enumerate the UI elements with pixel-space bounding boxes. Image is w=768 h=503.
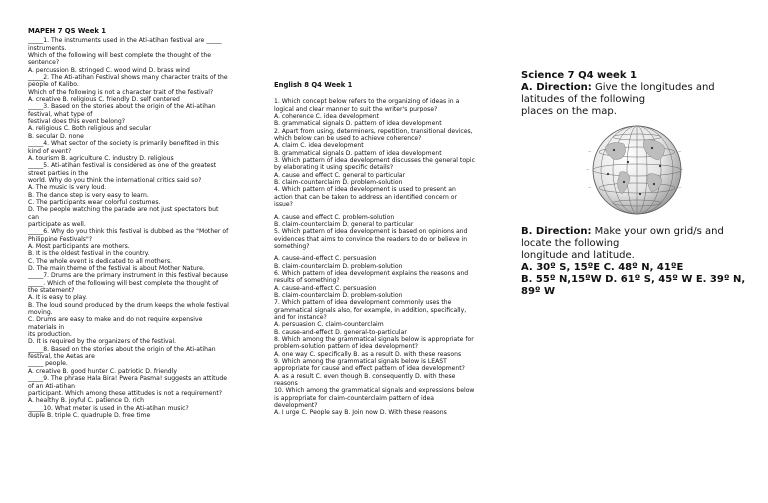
svg-text:—: — [588, 185, 592, 189]
mapeh-line: duple B. triple C. quadruple D. free time [28, 411, 151, 419]
coordinates-line-2: B. 55º N,15ºW D. 61º S, 45º W E. 39º N, [521, 274, 746, 285]
mapeh-line: B. The loud sound produced by the drum keeps the whole festival [28, 301, 229, 309]
english-line: B. claim-counterclaim D. problem-solution [274, 262, 403, 270]
mapeh-line: _____10. What meter is used in the Ati-atihan music? [28, 404, 189, 412]
english-line: 9. Which among the grammatical signals below is LEAST [274, 358, 447, 366]
coordinates-line-1: A. 30º S, 15ºE C. 48º N, 41ºE [521, 262, 684, 273]
english-line: 1. Which concept below refers to the organizing of ideas in a [274, 98, 460, 106]
mapeh-line: _____3. Based on the stories about the origin of the Ati-atihan [28, 103, 216, 111]
english-line: action that can be taken to address an identified concern or [274, 193, 458, 201]
svg-text:—: — [678, 185, 682, 189]
mapeh-line: Which of the following will best complete the thought of the [28, 52, 211, 60]
english-line: 2. Apart from using, determiners, repetition, transitional devices, [274, 127, 473, 135]
direction-a-text-1: Give the longitudes and [591, 82, 715, 93]
mapeh-line: _____ people. [28, 360, 68, 368]
mapeh-line: can [28, 213, 39, 221]
mapeh-line: participant. Which among these attitudes is not a requirement? [28, 389, 223, 397]
mapeh-line: A. The music is very loud. [28, 184, 107, 192]
mapeh-line: kind of event? [28, 147, 72, 155]
svg-text:—: — [678, 149, 682, 153]
mapeh-line: street parties in the [28, 169, 89, 177]
mapeh-line: C. The whole event is dedicated to all mothers. [28, 257, 173, 265]
english-line: 4. Which pattern of idea development is used to present an [274, 186, 456, 194]
mapeh-line: A. healthy B. joyful C. patience D. rich [28, 397, 144, 405]
mapeh-line: moving. [28, 309, 53, 317]
mapeh-line: Philippine Festivals"? [28, 235, 93, 243]
mapeh-questions [28, 37, 254, 419]
mapeh-line: _____. Which of the following will best complete the thought of [28, 279, 219, 287]
english-line: B. claim-counterclaim D. problem-solution [274, 179, 403, 187]
svg-text:—: — [588, 149, 592, 153]
direction-a-text-3: places on the map. [521, 106, 617, 117]
english-questions [274, 98, 500, 416]
english-line: A. cause and effect C. problem-solution [274, 213, 395, 221]
mapeh-line: C. The participants wear colorful costumes. [28, 198, 161, 206]
direction-a-line-1 [521, 82, 761, 94]
mapeh-line: C. Drums are easy to make and do not require expensive [28, 316, 203, 324]
english-line: problem-solution pattern of idea development? [274, 343, 419, 351]
english-line: and for instance? [274, 313, 327, 321]
mapeh-line: _____1. The instruments used in the Ati-atihan festival are _____ [28, 37, 222, 45]
svg-text:—: — [680, 167, 684, 171]
mapeh-line: of an Ati-atihan [28, 382, 75, 390]
mapeh-line: participate as well. [28, 220, 86, 228]
english-line: B. claim-counterclaim D. general to particular [274, 220, 414, 228]
english-line: by elaborating it using specific details? [274, 164, 394, 172]
direction-b-line-1 [521, 226, 761, 238]
english-line: grammatical signals also, for example, in addition, specifically, [274, 306, 467, 314]
english-line: A. as a result C. even though B. consequently D. with these [274, 372, 456, 380]
mapeh-line: materials in [28, 323, 65, 331]
english-line: B. cause-and-effect D. general-to-particular [274, 328, 407, 336]
mapeh-line: its production. [28, 331, 72, 339]
mapeh-line: sentence? [28, 59, 60, 67]
english-title: English 8 Q4 Week 1 [274, 81, 353, 89]
english-line: reasons [274, 380, 298, 388]
english-line: is appropriate for claim-counterclaim pattern of idea [274, 394, 435, 402]
mapeh-line: A. religious C. Both religious and secular [28, 125, 152, 133]
english-line: evidences that aims to convince the readers to do or believe in [274, 235, 468, 243]
mapeh-line: B. It is the oldest festival in the country. [28, 250, 150, 258]
english-line: 10. Which among the grammatical signals and expressions below [274, 387, 475, 395]
mapeh-line: D. It is required by the organizers of the festival. [28, 338, 177, 346]
science-title: Science 7 Q4 week 1 [521, 70, 637, 81]
mapeh-line: _____6. Why do you think this festival is dubbed as the "Mother of [28, 228, 229, 236]
mapeh-line: D. The people watching the parade are not just spectators but [28, 206, 219, 214]
english-line: A. cause-and-effect C. persuasion [274, 284, 377, 292]
english-line: 8. Which among the grammatical signals below is appropriate for [274, 336, 474, 343]
globe-grid-icon [584, 122, 690, 218]
mapeh-line: festival, the Aetas are [28, 353, 95, 361]
mapeh-line: D. The main theme of the festival is about Mother Nature. [28, 265, 205, 272]
svg-text:—: — [586, 167, 590, 171]
english-line: 5. Which pattern of idea development is based on opinions and [274, 228, 468, 236]
english-line: A. I urge C. People say B. Join now D. With these reasons [274, 409, 447, 417]
mapeh-line: A. creative B. good hunter C. patriotic D. friendly [28, 367, 177, 375]
english-line: A. persuasion C. claim-counterclaim [274, 321, 384, 329]
mapeh-line: _____4. What sector of the society is primarily benefited in this [28, 140, 219, 148]
english-line: B. grammatical signals D. pattern of idea development [274, 120, 442, 128]
mapeh-line: A. Most participants are mothers. [28, 242, 130, 250]
english-line: development? [274, 402, 318, 410]
mapeh-line: A. creative B. religious C. friendly D. self centered [28, 96, 180, 104]
mapeh-line: _____8. Based on the stories about the origin of the Ati-atihan [28, 345, 216, 353]
english-line: A. coherence C. idea development [274, 113, 379, 121]
mapeh-line: _____7. Drums are the primary instrument in this festival because [28, 272, 229, 280]
direction-b-text-1: Make your own grid/s and [591, 226, 724, 237]
coordinates-line-3: 89º W [521, 286, 556, 297]
english-line: appropriate for cause and effect pattern of idea development? [274, 365, 465, 373]
mapeh-line: A. It is easy to play. [28, 294, 88, 302]
direction-a-text-2: latitudes of the following [521, 94, 646, 105]
direction-b-text-2: locate the following [521, 238, 620, 249]
english-line: B. claim-counterclaim D. problem-solution [274, 291, 403, 299]
mapeh-line: festival, what type of [28, 110, 93, 118]
mapeh-line: instruments. [28, 44, 67, 52]
english-line: results of something? [274, 277, 340, 285]
english-line: which below can be used to achieve coherence? [274, 135, 422, 143]
mapeh-line: _____2. The Ati-atihan Festival shows many character traits of the [28, 74, 228, 82]
english-line: A. cause-and-effect C. persuasion [274, 255, 377, 263]
mapeh-line: Which of the following is not a character trait of the festival? [28, 88, 214, 96]
mapeh-line: A. tourism B. agriculture C. industry D. religious [28, 154, 174, 162]
english-line: A. cause and effect C. general to particular [274, 171, 406, 179]
mapeh-line: people of Kalibo. [28, 81, 79, 89]
direction-a-label: A. Direction: [521, 82, 592, 93]
mapeh-line: world. Why do you think the international critics said so? [28, 176, 202, 184]
mapeh-title: MAPEH 7 QS Week 1 [28, 27, 106, 35]
english-line: 3. Which pattern of idea development discusses the general topic [274, 157, 475, 165]
mapeh-line: B. secular D. none [28, 132, 84, 140]
english-line: logical and clear manner to suit the writer's purpose? [274, 105, 438, 113]
direction-b-text-3: longitude and latitude. [521, 250, 635, 261]
mapeh-line: the statement? [28, 287, 75, 295]
english-line: A. one way C. specifically B. as a result D. with these reasons [274, 350, 462, 358]
english-line: 6. Which pattern of idea development explains the reasons and [274, 269, 469, 277]
mapeh-line: A. percussion B. stringed C. wood wind D. brass wind [28, 66, 190, 74]
direction-b-label: B. Direction: [521, 226, 592, 237]
english-line: A. claim C. idea development [274, 142, 364, 150]
mapeh-line: festival does this event belong? [28, 118, 125, 126]
english-worksheet-column [274, 82, 500, 417]
mapeh-worksheet-column [28, 28, 254, 419]
mapeh-line: _____9. The phrase Hala Bira! Pwera Pasma! suggests an attitude [28, 375, 228, 383]
direction-b-section [521, 226, 761, 298]
english-line: something? [274, 242, 310, 250]
mapeh-line: B. The dance step is very easy to learn. [28, 191, 149, 199]
english-line: issue? [274, 201, 293, 209]
english-line: B. grammatical signals D. pattern of idea development [274, 149, 442, 157]
science-worksheet-column [521, 70, 761, 118]
english-line: 7. Which pattern of idea development commonly uses the [274, 299, 452, 307]
mapeh-line: _____5. Ati-atihan festival is considered as one of the greatest [28, 162, 217, 170]
